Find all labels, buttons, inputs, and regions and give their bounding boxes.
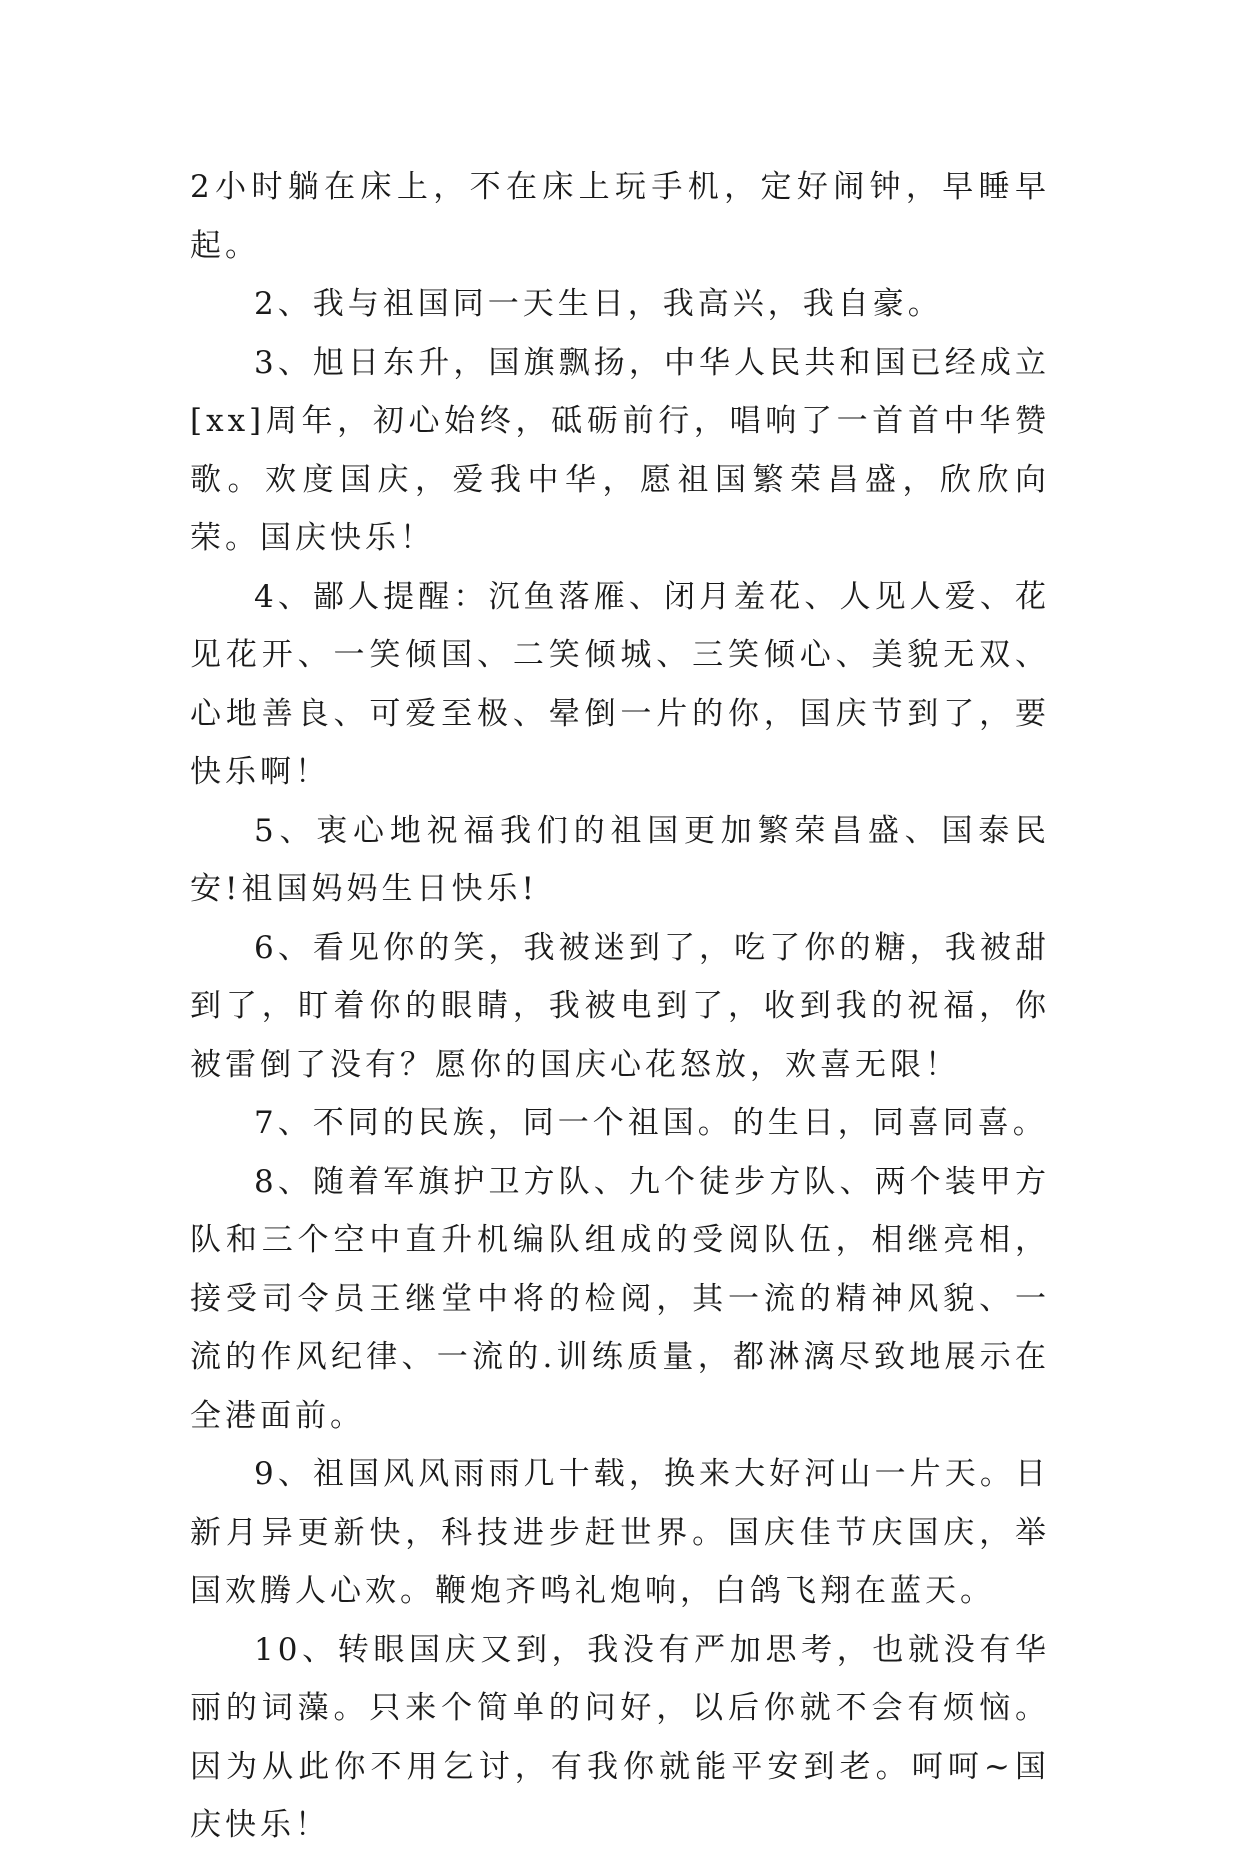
paragraph-item-5: 5、衷心地祝福我们的祖国更加繁荣昌盛、国泰民安!祖国妈妈生日快乐! bbox=[190, 812, 1050, 907]
paragraph-item-4: 4、鄙人提醒：沉鱼落雁、闭月羞花、人见人爱、花见花开、一笑倾国、二笑倾城、三笑倾心、美貌无双、心地善良、可爱至极、晕倒一片的你，国庆节到了，要快乐啊！ bbox=[190, 578, 1050, 790]
paragraph-item-2: 2、我与祖国同一天生日，我高兴，我自豪。 bbox=[254, 286, 943, 322]
paragraph-item-9: 9、祖国风风雨雨几十载，换来大好河山一片天。日新月异更新快，科技进步赶世界。国庆佳节庆国庆，举国欢腾人心欢。鞭炮齐鸣礼炮响，白鸽飞翔在蓝天。 bbox=[190, 1456, 1050, 1609]
paragraph-item-3: 3、旭日东升，国旗飘扬，中华人民共和国已经成立[xx]周年，初心始终，砥砺前行，唱响了一首首中华赞歌。欢度国庆，爱我中华，愿祖国繁荣昌盛，欣欣向荣。国庆快乐！ bbox=[190, 344, 1050, 556]
paragraph-item-7: 7、不同的民族，同一个祖国。的生日，同喜同喜。 bbox=[254, 1105, 1048, 1141]
paragraph-item-10: 10、转眼国庆又到，我没有严加思考，也就没有华丽的词藻。只来个简单的问好，以后你就不会有烦恼。因为从此你不用乞讨，有我你就能平安到老。呵呵~国庆快乐！ bbox=[190, 1631, 1050, 1843]
paragraph-item-6: 6、看见你的笑，我被迷到了，吃了你的糖，我被甜到了，盯着你的眼睛，我被电到了，收到我的祝福，你被雷倒了没有？愿你的国庆心花怒放，欢喜无限！ bbox=[190, 929, 1050, 1083]
paragraph-item-8: 8、随着军旗护卫方队、九个徒步方队、两个装甲方队和三个空中直升机编队组成的受阅队伍，相继亮相，接受司令员王继堂中将的检阅，其一流的精神风貌、一流的作风纪律、一流的.训练质量，都淋漓尽致地展示在全港面前。 bbox=[190, 1163, 1050, 1434]
document-body bbox=[190, 158, 1050, 1855]
paragraph-continued: 2小时躺在床上，不在床上玩手机，定好闹钟，早睡早起。 bbox=[190, 169, 1050, 264]
